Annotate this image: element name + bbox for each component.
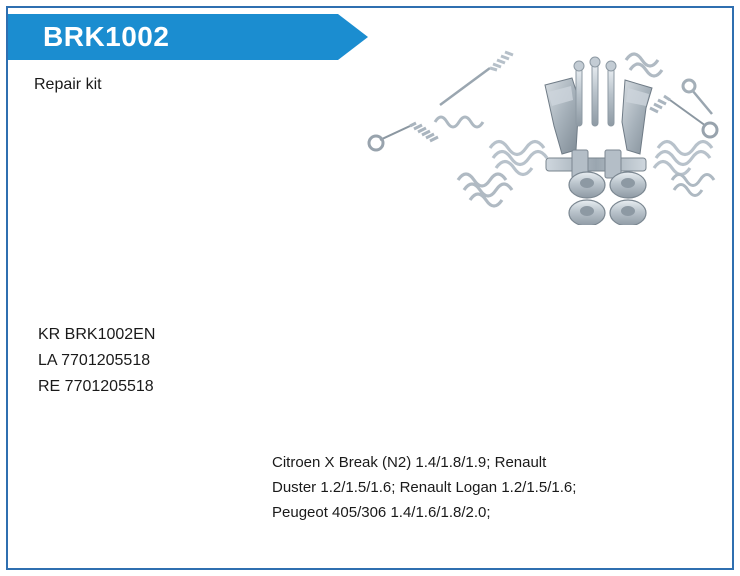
coil-spring-left (435, 117, 483, 127)
reference-code-kr: KR BRK1002EN (38, 326, 156, 343)
application-line-1: Citroen X Break (N2) 1.4/1.8/1.9; Renault (272, 454, 547, 471)
reference-code-re: RE 7701205518 (38, 378, 154, 395)
brake-lever-plate-left (545, 78, 579, 154)
brake-kit-illustration (340, 30, 720, 225)
product-code: BRK1002 (43, 21, 170, 52)
coil-spring-topright (626, 54, 662, 76)
vehicle-applications (272, 450, 702, 525)
product-image (340, 30, 720, 225)
coil-spring-far-right (672, 175, 714, 196)
application-line-2: Duster 1.2/1.5/1.6; Renault Logan 1.2/1.5/1.6; (272, 479, 577, 496)
coil-spring-cluster-left (458, 174, 512, 206)
spring-right-upper (650, 96, 717, 137)
hook-wire-right (683, 80, 712, 114)
hold-down-pins (574, 57, 616, 126)
coil-spring-midleft (490, 142, 547, 175)
reference-codes (38, 322, 155, 400)
product-code-banner (8, 14, 368, 60)
application-line-3: Peugeot 405/306 1.4/1.6/1.8/2.0; (272, 504, 491, 521)
reference-code-la: LA 7701205518 (38, 352, 151, 369)
spring-left-upper (369, 123, 438, 150)
spring-rod-top-left (440, 52, 513, 105)
spring-retainer-cups (569, 172, 646, 225)
product-subtitle: Repair kit (34, 76, 102, 93)
coil-spring-cluster-right (654, 142, 712, 175)
brake-lever-plate-right (622, 80, 652, 154)
